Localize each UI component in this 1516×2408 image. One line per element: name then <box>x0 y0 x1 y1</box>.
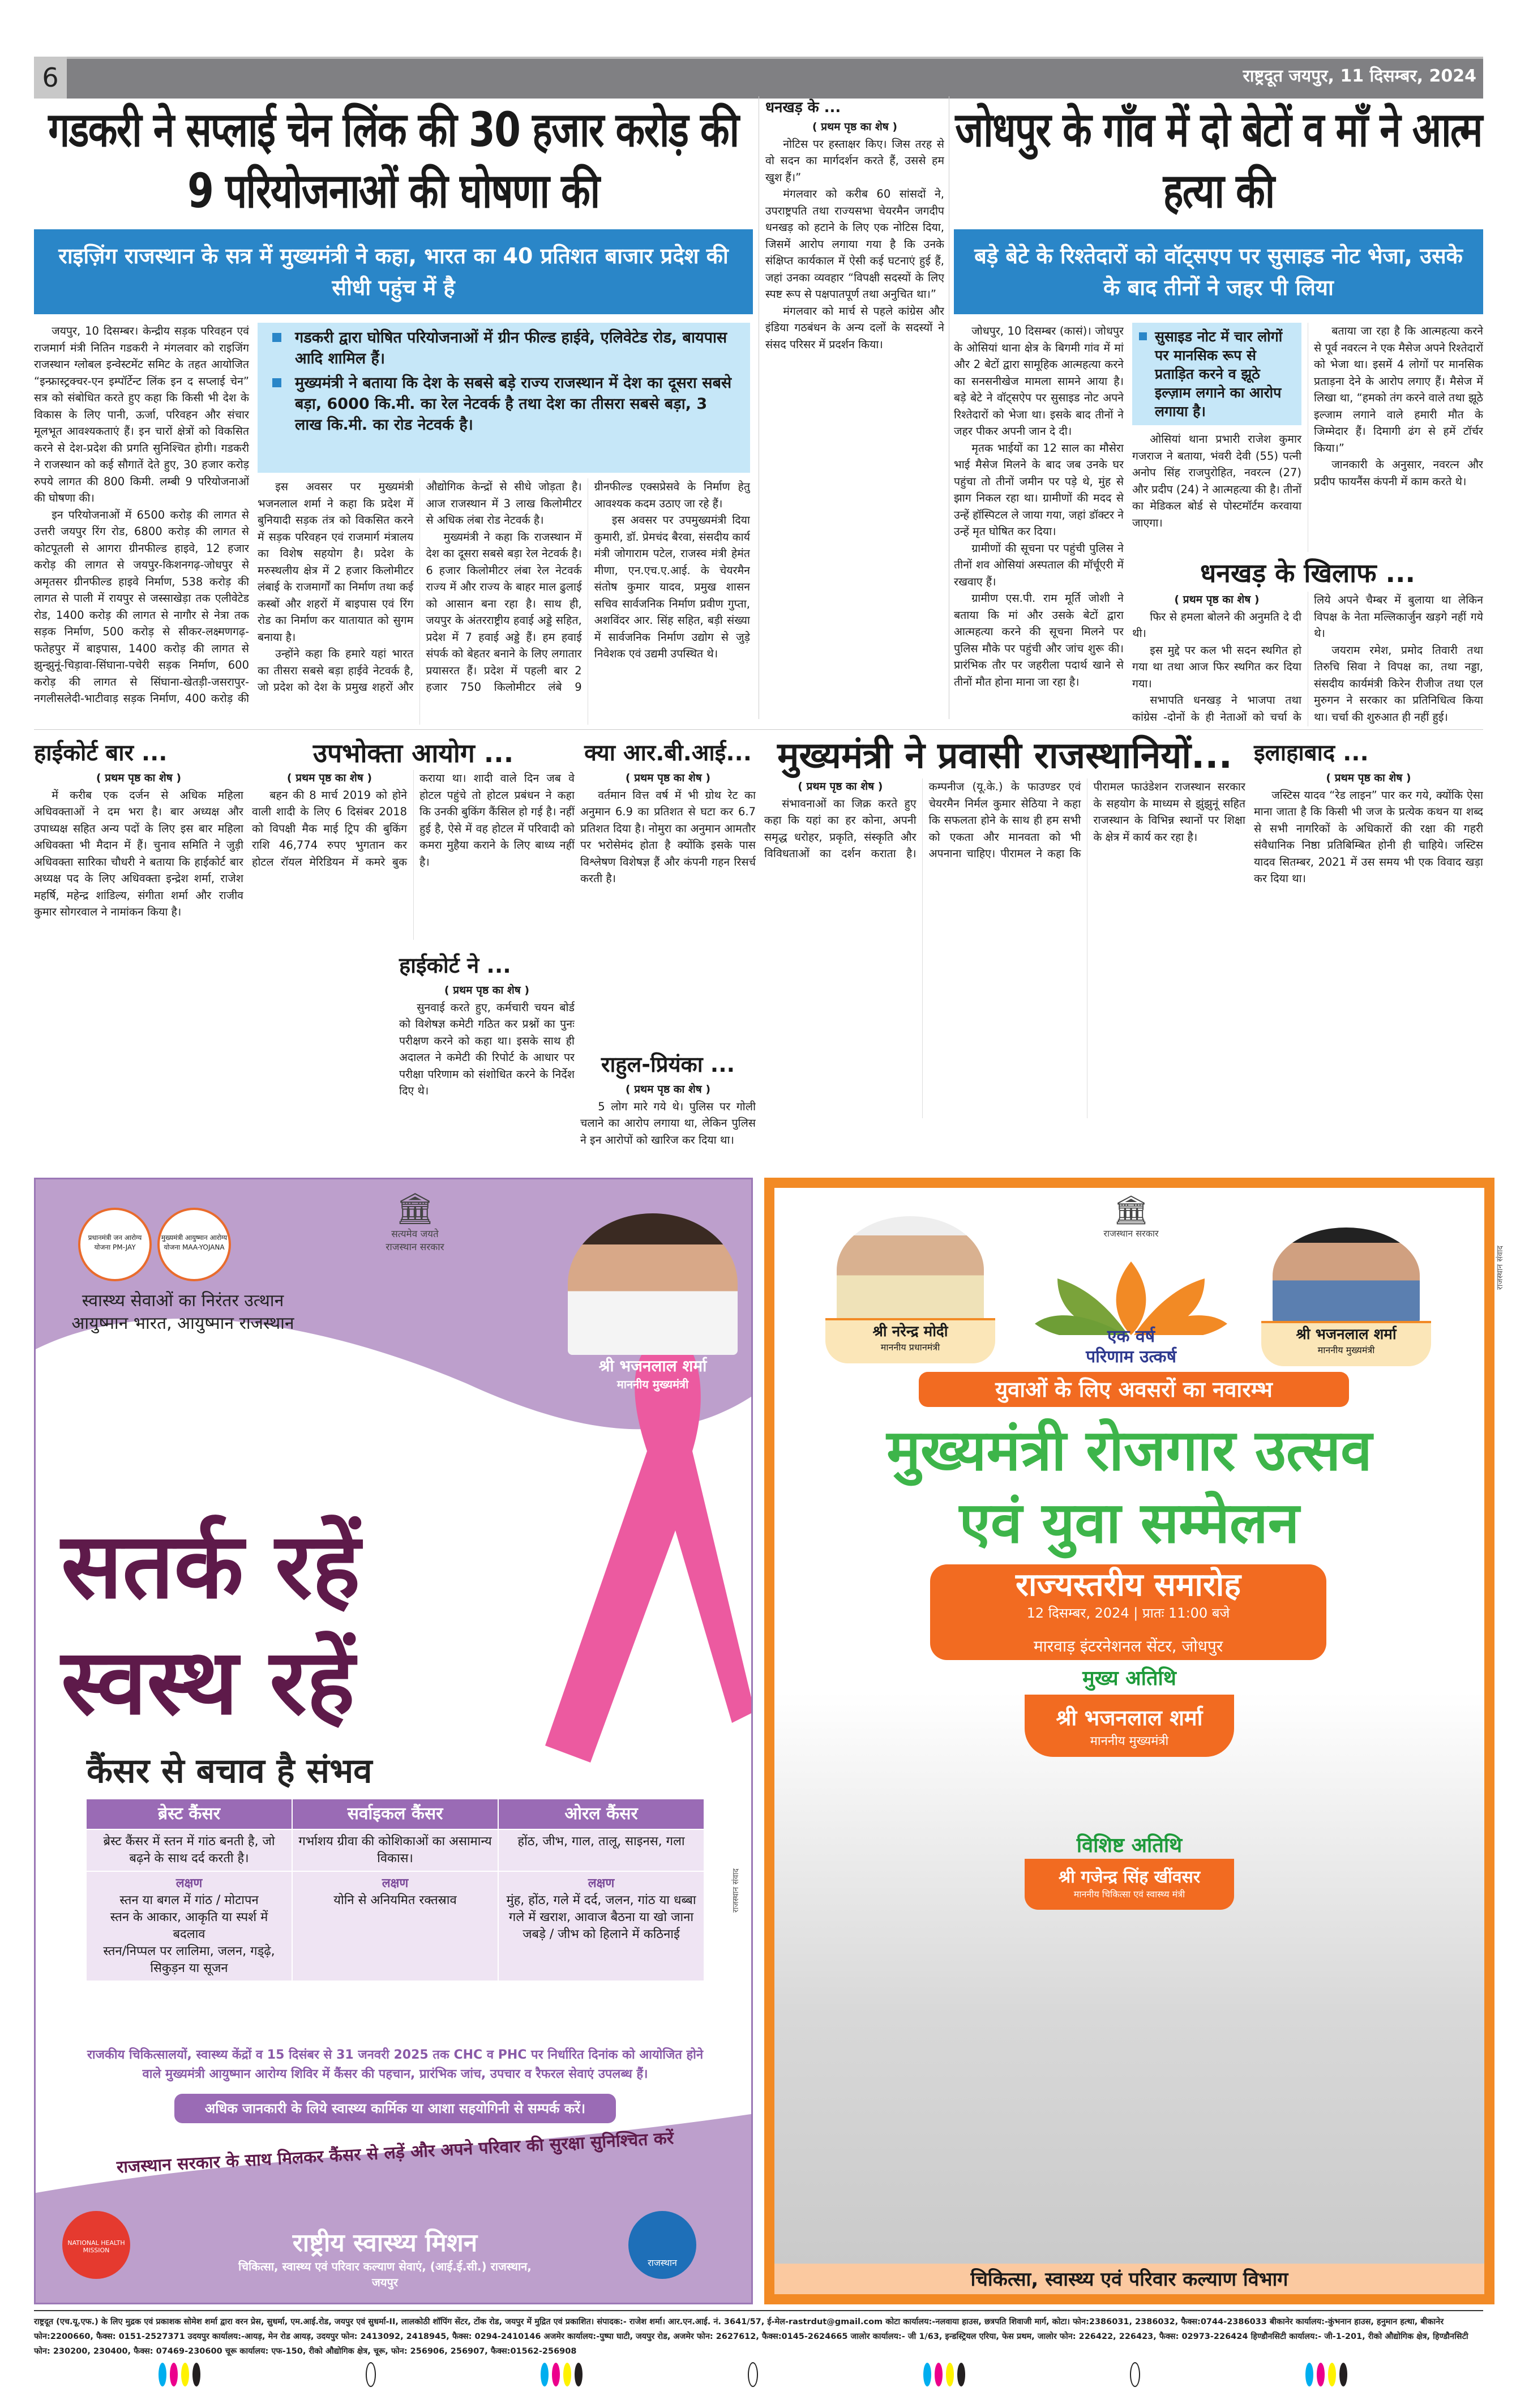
dhankhad-jump-title: धनखड़ के खिलाफ ... <box>1200 558 1415 588</box>
ashoka-emblem-icon: 🏛 <box>395 1191 435 1226</box>
event-venue: मारवाड़ इंटरनेशनल सेंटर, जोधपुर <box>930 1635 1326 1660</box>
highlight-item: मुख्यमंत्री ने बताया कि देश के सबसे बड़े राज्य राजस्थान में देश का दूसरा सबसे बड़ा, 6000 कि.मी. का रेल नेटवर्क है तथा देश का तीसरा सबसे बड़ा, 3 लाख कि.मी. का रोड नेटवर्क है। <box>269 373 739 435</box>
register-mark-icon <box>1130 2362 1140 2387</box>
jump-highcourt-bar: हाईकोर्ट बार ... ( प्रथम पृष्ठ का शेष ) में करीब एक दर्जन से अधिक महिला अधिवक्ताओं ने दम भरा है। बार अध्यक्ष और उपाध्यक्ष सहित अन्य पदों के लिए इस बार महिला अधिवक्ता भी मैदान में हैं। चुनाव समिति ने जुड़ी अधिवक्ता सारिका चौधरी ने बताया कि हाईकोर्ट बार अध्यक्ष पद के लिए अधिवक्ता इन्द्रेश शर्मा, राजेश महर्षि, महेन्द्र शांडिल्य, संगीता शर्मा और राजीव कुमार सोगरवाल ने नामांकन किया है। <box>34 740 243 918</box>
ad-slogan: राजस्थान सरकार के साथ मिलकर कैंसर से लड़ें और अपने परिवार की सुरक्षा सुनिश्चित करें <box>116 2128 674 2178</box>
highlight-item: गडकरी द्वारा घोषित परियोजनाओं में ग्रीन फील्ड हाईवे, एलिवेटेड रोड, बायपास आदि शामिल हैं। <box>269 327 739 369</box>
jodhpur-body-col1: जोधपुर, 10 दिसम्बर (कासं)। जोधपुर के ओसियां थाना क्षेत्र के बिगमी गांव में मां और 2 बेटों द्वारा सामूहिक आत्महत्या करने का सनसनीखेज मामला सामने आया है। बड़े बेटे ने वॉट्सऐप पर सुसाइड नोट अपने रिश्तेदारों को भेजा था। इसके बाद तीनों ने जहर पीकर अपनी जान दे दी। मृतक भाईयों का 12 साल का मौसेरा भाई मैसेज मिलने के बाद जब उनके घर पहुंचा तो तीनों जमीन पर पड़े थे, मुंह से झाग निकल रहा था। ग्रामीणों की मदद से उन्हें हॉस्पिटल ले जाया गया, जहां डॉक्टर ने उन्हें मृत घोषित कर दिया। ग्रामीणों की सूचना पर पहुंची पुलिस ने तीनों शव ओसियां अस्पताल की मॉर्चूएरी में रखवाए हैं। ग्रामीण एस.पी. राम मूर्ति जोशी ने बताया कि मां और उसके बेटों द्वारा आत्महत्या करने की सूचना मिलने पर पुलिस मौके पर पहुंची और जांच शुरू की। प्रारंभिक तौर पर जहरीला पदार्थ खाने से तीनों मौत होना माना जा रहा है। <box>954 324 1124 688</box>
ad-credit: राजस्थान संवाद <box>1496 1246 1505 1290</box>
contact-banner: अधिक जानकारी के लिये स्वास्थ्य कार्मिक या आशा सहयोगिनी से सम्पर्क करें। <box>174 2094 616 2123</box>
pm-caption: श्री नरेन्द्र मोदी माननीय प्रधानमंत्री <box>825 1318 995 1363</box>
register-mark-icon <box>366 2362 376 2387</box>
ad-org-block: राष्ट्रीय स्वास्थ्य मिशन चिकित्सा, स्वास्थ्य एवं परिवार कल्याण सेवाएं, (आई.ई.सी.) राजस्थान, जयपुर <box>238 2229 532 2289</box>
jodhpur-subhead: बड़े बेटे के रिश्तेदारों को वॉट्सएप पर सुसाइड नोट भेजा, उसके के बाद तीनों ने जहर पी लिया <box>954 229 1483 314</box>
jodhpur-highlight: सुसाइड नोट में चार लोगों पर मानसिक रूप से प्रताड़ित करने व झूठे इल्ज़ाम लगाने का आरोप लगाया है। <box>1132 323 1301 425</box>
cancer-awareness-ad <box>34 1178 753 2304</box>
gadkari-headline: गडकरी ने सप्लाई चेन लिंक की 30 हजार करोड़ की 9 परियोजनाओं की घोषणा की <box>48 102 739 219</box>
jump-consumer-commission: उपभोक्ता आयोग ... ( प्रथम पृष्ठ का शेष ) बहन की 8 मार्च 2019 को होने वाली शादी के लिए 6 दिसंबर 2018 को विपक्षी मैक माई ट्रिप की बुकिंग राशि 46,774 रुपए भुगतान कर होटल रॉयल मेरिडियन में कमरे बुक कराया था। शादी वाले दिन जब वे होटल पहुंचे तो होटल प्रबंधन ने कहा कि उनकी बुकिंग कैंसिल हो गई है। नहीं हुई है, ऐसे में वह होटल में परिवादी को कमरा मुहैया कराने के लिए बाध्य नहीं है। <box>252 738 575 869</box>
govt-emblem: 🏛 सत्यमेव जयते राजस्थान सरकार <box>375 1191 455 1253</box>
jump-rbi: क्या आर.बी.आई... ( प्रथम पृष्ठ का शेष ) वर्तमान वित्त वर्ष में भी ग्रोथ रेट का अनुमान 6.9 का प्रतिशत से घटा कर 6.7 प्रतिशत दिया है। नोमुरा का अनुमान आमतौर पर भरोसेमंद होता है क्योंकि इसके पास विश्लेषण विशेषज्ञ हैं और कंपनी गहन रिसर्च करती है। <box>580 740 756 885</box>
jodhpur-headline: जोधपुर के गाँव में दो बेटों व माँ ने आत्म हत्या की <box>955 102 1482 219</box>
cm-photo <box>568 1213 738 1355</box>
dateline: राष्ट्रदूत जयपुर, 11 दिसम्बर, 2024 <box>1243 66 1476 86</box>
cmyk-swatch <box>159 2363 200 2386</box>
ad-credit: राजस्थान संवाद <box>731 1868 740 1913</box>
crowd-photo-background <box>774 1584 1484 2303</box>
pm-photo <box>837 1216 984 1324</box>
rozgar-utsav-ad <box>764 1178 1494 2304</box>
page-number: 6 <box>34 57 67 99</box>
chief-guest-label: मुख्य अतिथि <box>1082 1667 1176 1690</box>
cmyk-swatch <box>923 2363 965 2386</box>
registration-marks <box>159 2362 1347 2387</box>
register-mark-icon <box>748 2362 758 2387</box>
ad-main-title: सतर्क रहें स्वस्थ रहें <box>61 1513 361 1735</box>
rozgar-dept-footer: चिकित्सा, स्वास्थ्य एवं परिवार कल्याण विभाग <box>774 2264 1484 2295</box>
jump-rahul-priyanka: राहुल-प्रियंका ... ( प्रथम पृष्ठ का शेष ) 5 लोग मारे गये थे। पुलिस पर गोली चलाने का आरोप लगाया था, लेकिन पुलिस ने इन आरोपों को खारिज कर दिया था। <box>580 1052 756 1147</box>
footer-rule <box>34 2310 1483 2311</box>
event-details-box: राज्यस्तरीय समारोह 12 दिसम्बर, 2024 | प्रातः 11:00 बजे <box>930 1564 1326 1635</box>
cm-photo <box>1273 1227 1420 1324</box>
gadkari-subhead: राइज़िंग राजस्थान के सत्र में मुख्यमंत्री ने कहा, भारत का 40 प्रतिशत बाजार प्रदेश की सीधी पहुंच में है <box>34 229 753 314</box>
ad-subtitle: कैंसर से बचाव है संभव <box>87 1751 372 1791</box>
jump-title: धनखड़ के ... <box>765 99 841 116</box>
camp-notice: राजकीय चिकित्सालयों, स्वास्थ्य केंद्रों व 15 दिसंबर से 31 जनवरी 2025 तक CHC व PHC पर निर्धारित दिनांक को आयोजित होने वाले मुख्यमंत्री आयुष्मान आरोग्य शिविर में कैंसर की पहचान, प्रारंभिक जांच, उपचार व रैफरल सेवाएं उपलब्ध हैं। <box>87 2048 704 2081</box>
cm-caption: श्री भजनलाल शर्मा माननीय मुख्यमंत्री <box>1261 1321 1431 1366</box>
pmjay-logo: प्रधानमंत्री जन आरोग्य योजना PM-JAY <box>78 1208 152 1281</box>
maa-yojana-logo: मुख्यमंत्री आयुष्मान आरोग्य योजना MAA-YOJANA <box>157 1208 231 1281</box>
dhankhad-jump-body: ( प्रथम पृष्ठ का शेष ) फिर से हमला बोलने की अनुमति दे दी थी। इस मुद्दे पर कल भी सदन स्थगित हो गया था तथा आज फिर स्थगित कर दिया गया। सभापति धनखड़ ने भाजपा तथा कांग्रेस -दोनों के ही नेताओं को चर्चा के लिये अपने चैम्बर में बुलाया था लेकिन विपक्ष के नेता मल्लिकार्जुन खड़गे नहीं गये थे। जयराम रमेश, प्रमोद तिवारी तथा तिरुचि सिवा ने विपक्ष का, तथा नड्डा, संसदीय कार्यमंत्री किरेन रीजीज तथा एल मुरुगन ने सरकार का प्रतिनिधित्व किया था। चर्चा की शुरुआत ही नहीं हुई। <box>1132 593 1483 724</box>
jump-allahabad: इलाहाबाद ... ( प्रथम पृष्ठ का शेष ) जस्टिस यादव “रेड लाइन” पार कर गये, क्योंकि ऐसा माना जाता है कि किसी भी जज के प्रत्येक कथन या शब्द से सभी नागरिकों के अधिकारों की रक्षा की गहरी संवैधानिक निष्ठा प्रतिबिम्बित होनी ही चाहिये। जस्टिस यादव सितम्बर, 2021 में उस समय भी एक विवाद खड़ा कर दिया था। <box>1254 740 1483 885</box>
gadkari-body-col1: जयपुर, 10 दिसम्बर। केन्द्रीय सड़क परिवहन एवं राजमार्ग मंत्री नितिन गडकरी ने मंगलवार को राइजिंग राजस्थान ग्लोबल इन्वेस्टमेंट समिट के तहत आयोजित “इन्फ्रास्ट्रक्चर-एन इम्पॉर्टेन्ट लिंक इन द सप्लाई चेन” सत्र को संबोधित करते हुए कहा कि किसी भी देश के विकास के लिए पानी, ऊर्जा, परिवहन और संचार मूलभूत आवश्यकताएं हैं। इन चारों क्षेत्रों को विकसित करने से देश-प्रदेश की प्रगति सुनिश्चित होगी। गडकरी ने राजस्थान को कई सौगातें देते हुए, 30 हजार करोड़ रुपये लागत की 800 किमी. लम्बी 9 परियोजनाओं की घोषणा की। इन परियोजनाओं में 6500 करोड़ की लागत से उत्तरी जयपुर रिंग रोड, 6800 करोड़ की लागत से कोटपूतली से आगरा ग्रीनफील्ड हाइवे, 12 हजार करोड़ की लागत से जयपुर-किशनगढ़-जोधपुर से अमृतसर ग्रीनफील्ड हाइवे निर्माण, 538 करोड़ की लागत से पाली में रायपुर से जस्साखेड़ा तक एलीवेटेड रोड, 1400 करोड़ की लागत से नागौर से नेत्रा तक सड़क निर्माण, 500 करोड़ से सीकर-लक्ष्मणगढ़-फतेहपुर में बाइपास, 1400 करोड़ की लागत से झुन्झुनूं-चिड़ावा-सिंघाना-पचेरी सड़क निर्माण, 600 करोड़ की लागत से सिंघाना-खेतड़ी-जसरापुर-नगलीसलेदी-भाटीवाड़ सड़क निर्माण, 400 करोड़ की <box>34 324 249 705</box>
jodhpur-body-cols: सुसाइड नोट में चार लोगों पर मानसिक रूप से प्रताड़ित करने व झूठे इल्ज़ाम लगाने का आरोप लगाया है। ओसियां थाना प्रभारी राजेश कुमार गजराज ने बताया, भंवरी देवी (55) पत्नी अनोप सिंह राजपुरोहित, नवरत्न (27) और प्रदीप (24) ने आत्महत्या की है। तीनों का मेडिकल बोर्ड से पोस्टमॉर्टम करवाया जाएगा। बताया जा रहा है कि आत्महत्या करने से पूर्व नवरत्न ने एक मैसेज अपने रिश्तेदारों को भेजा था। इसमें 4 लोगों पर मानसिक प्रताड़ना देने के आरोप लगाए हैं। मैसेज में लिखा था, “हमको तंग करने वाले तथा झूठे इल्जाम लगाने वाले हमारी मौत के जिम्मेदार हैं। दिमागी ढंग से हमें टॉर्चर किया।” जानकारी के अनुसार, नवरत्न और प्रदीप फायनैंस कंपनी में काम करते थे। <box>1132 323 1483 552</box>
gadkari-body-cols: इस अवसर पर मुख्यमंत्री भजनलाल शर्मा ने कहा कि प्रदेश में बुनियादी सड़क तंत्र को विकसित करने में सड़क परिवहन एवं राजमार्ग मंत्रालय का विशेष सहयोग है। प्रदेश के मरुस्थलीय क्षेत्र में 2 हजार किलोमीटर लंबाई के राजमार्गों का निर्माण तथा कई कस्बों और शहरों में बाइपास एवं रिंग रोड का निर्माण कर यातायात को सुगम बनाया है। उन्होंने कहा कि हमारे यहां भारत का तीसरा सबसे बड़ा हाईवे नेटवर्क है, जो प्रदेश को देश के प्रमुख शहरों और औद्योगिक केन्द्रों से सीधे जोड़ता है। आज राजस्थान में 3 लाख किलोमीटर से अधिक लंबा रोड नेटवर्क है। मुख्यमंत्री ने कहा कि राजस्थान में देश का दूसरा सबसे बड़ा रेल नेटवर्क है। 6 हजार किलोमीटर लंबा रेल नेटवर्क राज्य में और राज्य के बाहर माल ढुलाई को आसान बना रहा है। साथ ही, जयपुर के अंतरराष्ट्रीय हवाई अड्डे सहित, प्रदेश में 7 हवाई अड्डे हैं। हम हवाई संपर्क को बेहतर बनाने के लिए लगातार प्रयासरत हैं। प्रदेश में पहली बार 2 हजार 750 किलोमीटर लंबे 9 ग्रीनफील्ड एक्सप्रेसवे के निर्माण हेतु आवश्यक कदम उठाए जा रहे हैं। इस अवसर पर उपमुख्यमंत्री दिया कुमारी, डॉ. प्रेमचंद बैरवा, संसदीय कार्य मंत्री जोगाराम पटेल, राजस्व मंत्री हेमंत मीणा, एन.एच.ए.आई. के चेयरमैन संतोष कुमार यादव, प्रमुख शासन सचिव सार्वजनिक निर्माण प्रवीण गुप्ता, अशविंदर आर. सिंह सहित, बड़ी संख्या में सार्वजनिक निर्माण उद्योग से जुड़े निवेशक एवं उद्यमी उपस्थित थे। <box>258 480 750 694</box>
cmyk-swatch <box>541 2363 583 2386</box>
health-dept-logo: राजस्थान <box>628 2211 696 2279</box>
ad-tagline: स्वास्थ्य सेवाओं का निरंतर उत्थान आयुष्मान भारत, आयुष्मान राजस्थान <box>71 1291 294 1333</box>
chief-guest-box: श्री भजनलाल शर्मा माननीय मुख्यमंत्री <box>1025 1695 1234 1757</box>
cm-caption: श्री भजनलाल शर्मा माननीय मुख्यमंत्री <box>598 1357 707 1391</box>
imprint-line: राष्ट्रदूत (एच.यू.एफ.) के लिए मुद्रक एवं प्रकाशक सोमेश शर्मा द्वारा वरन प्रेस, सुधर्मा, एम.आई.रोड, जयपुर एवं सुधर्मा-II, लालकोठी शॉपिंग सेंटर, टोंक रोड, जयपुर में मुद्रित एवं प्रकाशित। संपादक:- राजेश शर्मा। आर.एन.आई. नं. 3641/57, ई-मेल-rastrdut@gmail.com कोटा कार्यालय:-नलवाया हाउस, छत्रपति शिवाजी मार्ग, कोटा। फोन:2386031, 2386032, फैक्स:0744-2386033 बीकानेर कार्यालय:-कुंभनान हाउस, हनुमान हत्था, बीकानेर फोन:2200660, फैक्स: 0151-2527371 उदयपुर कार्यालय:-आयड़, मेन रोड आयड़, उदयपुर फोन: 2413092, 2418945, फैक्स: 0294-2410146 अजमेर कार्यालय:-पुष्पा घाटी, जयपुर रोड, अजमेर फोन: 2627612, फैक्स:0145-2624665 जालोर कार्यालय:- जी 1/63, इन्डस्ट्रियल एरिया, फेस प्रथम, जालोर फोन: 226422, 226423, फैक्स: 02973-226424 हिण्डौनसिटी कार्यालय:- जी-1-201, रीको औद्योगिक क्षेत्र, हिण्डौनसिटी फोन: 230200, 230400, फैक्स: 07469-230600 चूरू कार्यालय: एफ-150, रीको औद्योगिक क्षेत्र, चूरू, फोन: 256906, 256907, फैक्स:01562-256908 <box>34 2317 1468 2356</box>
govt-emblem: 🏛 राजस्थान सरकार <box>1091 1194 1171 1239</box>
nhm-logo: NATIONAL HEALTH MISSION <box>62 2211 130 2279</box>
dhankhad-jump-column: धनखड़ के ... ( प्रथम पृष्ठ का शेष ) नोटिस पर हस्ताक्षर किए। जिस तरह से वो सदन का मार्गदर्शन करते हैं, उससे हम खुश हैं।” मंगलवार को करीब 60 सांसदों ने, उपराष्ट्रपति तथा राज्यसभा चेयरमैन जगदीप धनखड़ को हटाने के लिए एक नोटिस दिया, जिसमें आरोप लगाया गया है कि उनके संक्षिप्त कार्यकाल में ऐसी कई घटनाएं हुई हैं, जहां उनका व्यवहार “विपक्षी सदस्यों के लिए स्पष्ट रूप से पक्षपातपूर्ण तथा अनुचित था।” मंगलवार को मार्च से पहले कांग्रेस और इंडिया गठबंधन के अन्य दलों के सदस्यों ने संसद परिसर में प्रदर्शन किया। <box>765 96 944 719</box>
youth-opportunity-banner: युवाओं के लिए अवसरों का नवारम्भ <box>919 1372 1349 1407</box>
row-divider <box>34 729 1483 730</box>
special-guest-box: श्री गजेन्द्र सिंह खींवसर माननीय चिकित्सा एवं स्वास्थ्य मंत्री <box>1025 1859 1234 1910</box>
cmyk-swatch <box>1305 2363 1347 2386</box>
cancer-types-table: ब्रेस्ट कैंसर सर्वाइकल कैंसर ओरल कैंसर ब्रेस्ट कैंसर में स्तन में गांठ बनती है, जो बढ़ने के साथ दर्द करती है। गर्भाशय ग्रीवा की कोशिकाओं का असामान्य विकास। होंठ, जीभ, गाल, तालू, साइनस, गला लक्षण स्तन या बगल में गांठ / मोटापन स्तन के आकार, आकृति या स्पर्श में बदलाव स्तन/निप्पल पर लालिमा, जलन, गड्ढ़े, सिकुड़न या सूजन लक्षण योनि से अनियमित रक्तस्राव लक्षण मुंह, होंठ, गले में दर्द, जलन, गांठ या धब्बा गले में खराश, आवाज बैठना या खो जाना जबड़े / जीभ को हिलाने में कठिनाई <box>87 1799 704 1981</box>
jump-cm-pravasi: मुख्यमंत्री ने प्रवासी राजस्थानियों... ( प्रथम पृष्ठ का शेष ) संभावनाओं का जिक्र करते हुए कहा कि यहां का हर कोना, अपनी समृद्ध धरोहर, प्रकृति, संस्कृति और विविधताओं का दर्शन कराता है। कम्पनीज (यू.के.) के फाउण्डर एवं चेयरमैन निर्मल कुमार सेठिया ने कहा कि सफलता होने के साथ ही हम सभी को एकता और मानवता को भी अपनाना चाहिए। पीरामल ने कहा कि पीरामल फाउंडेशन राजस्थान सरकार के सहयोग के माध्यम से झुंझुनूं सहित राजस्थान के विभिन्न स्थानों पर शिक्षा के क्षेत्र में कार्य कर रहा है। <box>764 735 1245 860</box>
special-guest-label: विशिष्ट अतिथि <box>1076 1834 1183 1857</box>
ashoka-emblem-icon: 🏛 <box>1113 1194 1149 1226</box>
jump-highcourt: हाईकोर्ट ने ... ( प्रथम पृष्ठ का शेष ) सुनवाई करते हुए, कर्मचारी चयन बोर्ड को विशेषज्ञ कमेटी गठित कर प्रश्नों का पुनः परीक्षण करने को कहा था। इसके साथ ही अदालत ने कमेटी की रिपोर्ट के आधार पर परीक्षा परिणाम को संशोधित करने के निर्देश दिए थे। <box>399 953 575 1097</box>
gadkari-highlights <box>258 323 750 473</box>
lotus-logo-icon <box>1035 1261 1227 1335</box>
rozgar-utsav-title: मुख्यमंत्री रोजगार उत्सव एवं युवा सम्मेलन <box>887 1417 1372 1556</box>
one-year-logo-text: एक वर्ष परिणाम उत्कर्ष <box>1086 1327 1176 1367</box>
